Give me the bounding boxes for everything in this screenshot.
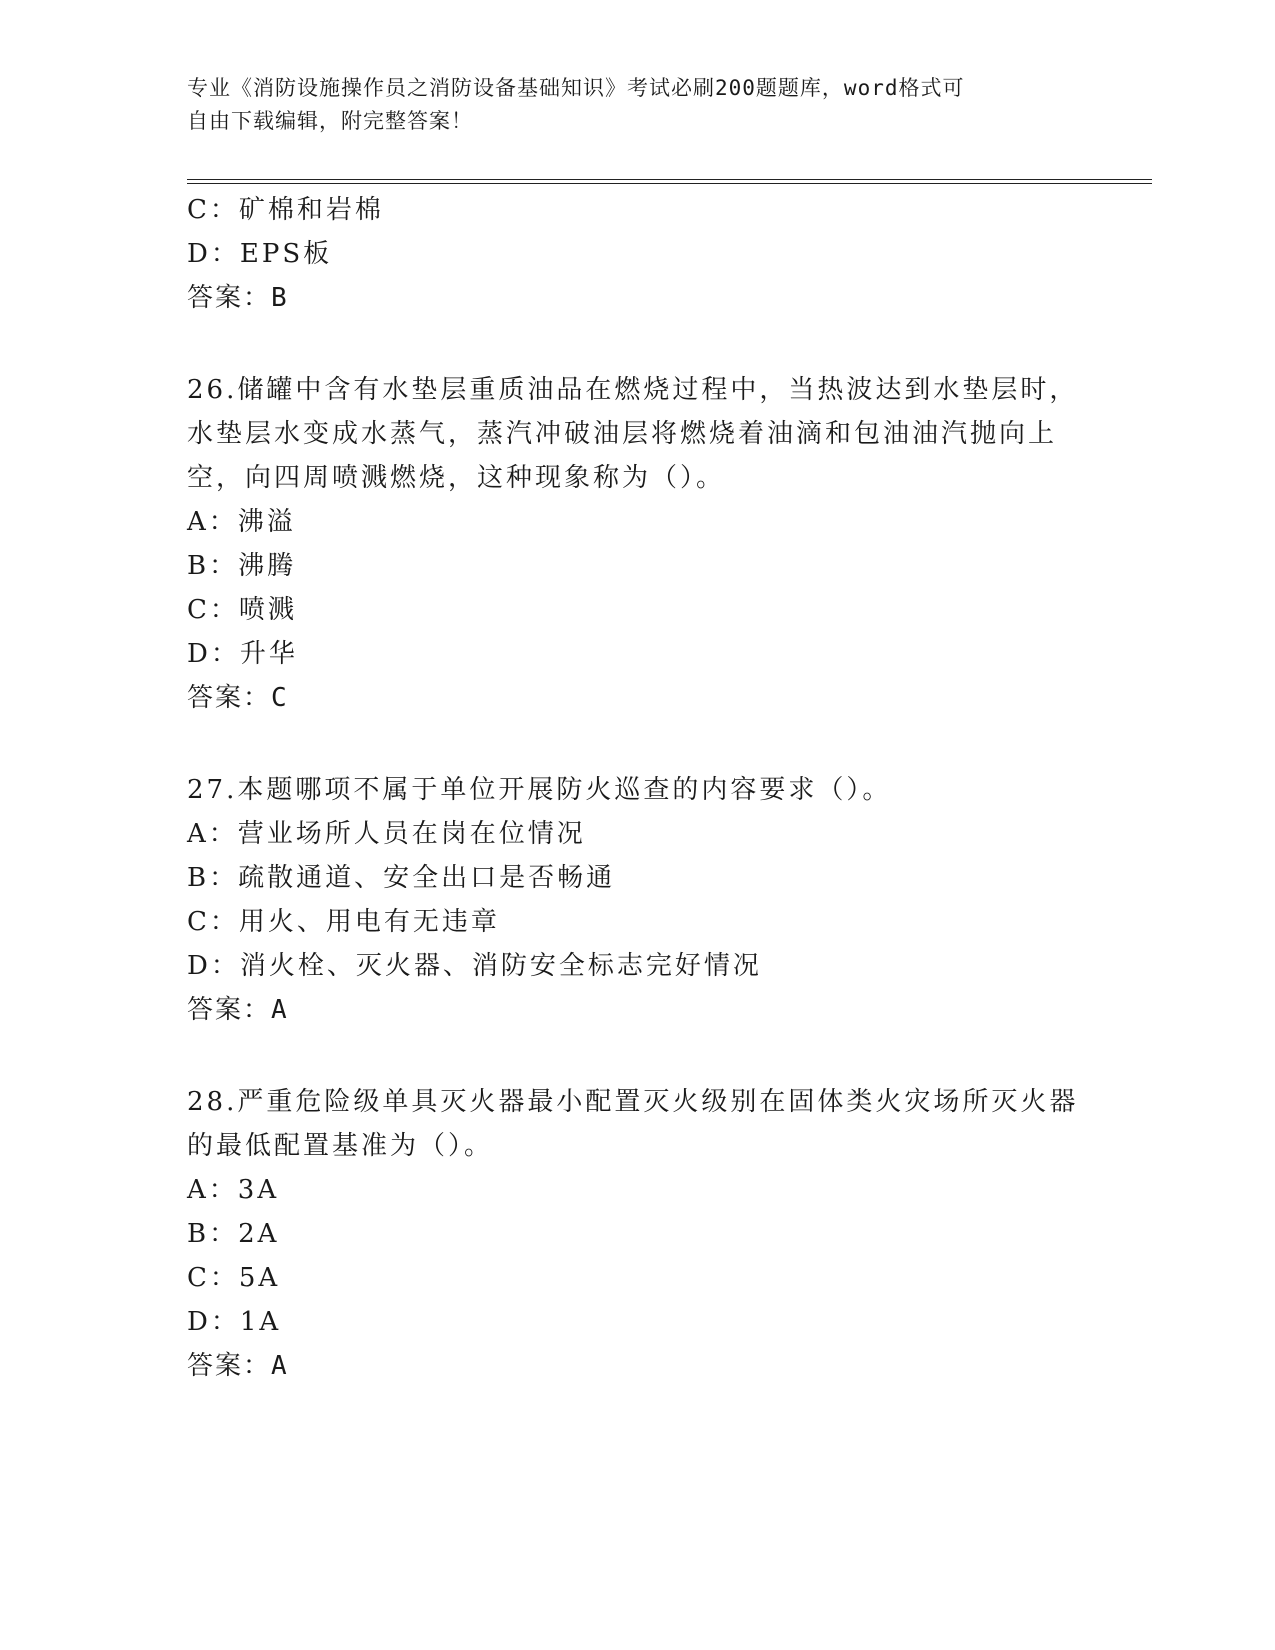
q28-option-b: B：2A — [187, 1219, 280, 1249]
q26-stem-line-3: 空，向四周喷溅燃烧，这种现象称为（）。 — [187, 463, 726, 493]
q28-answer: 答案：A — [187, 1351, 289, 1381]
q28-stem-line-2: 的最低配置基准为（）。 — [187, 1131, 494, 1161]
q28-option-c: C：5A — [187, 1263, 281, 1293]
prev-option-d: D：EPS板 — [187, 239, 333, 269]
q26-option-b: B：沸腾 — [187, 551, 297, 581]
q26-option-a: A：沸溢 — [187, 507, 296, 537]
q26-option-c: C：喷溅 — [187, 595, 297, 625]
q27-stem-line-1: 27.本题哪项不属于单位开展防火巡查的内容要求（）。 — [187, 775, 892, 805]
header-divider-bottom — [187, 183, 1152, 184]
header-line-2: 自由下载编辑，附完整答案！ — [187, 109, 473, 133]
q28-option-a: A：3A — [187, 1175, 280, 1205]
prev-answer: 答案：B — [187, 283, 289, 313]
q27-answer: 答案：A — [187, 995, 289, 1025]
q27-option-d: D：消火栓、灭火器、消防安全标志完好情况 — [187, 951, 762, 981]
q26-option-d: D：升华 — [187, 639, 298, 669]
q28-stem-line-1: 28.严重危险级单具灭火器最小配置灭火级别在固体类火灾场所灭火器 — [187, 1087, 1079, 1117]
q28-option-d: D：1A — [187, 1307, 282, 1337]
q27-option-c: C：用火、用电有无违章 — [187, 907, 500, 937]
document-header — [187, 72, 1067, 138]
prev-option-c: C：矿棉和岩棉 — [187, 195, 384, 225]
q27-option-b: B：疏散通道、安全出口是否畅通 — [187, 863, 616, 893]
q26-answer: 答案：C — [187, 683, 289, 713]
header-divider-top — [187, 179, 1152, 180]
q27-option-a: A：营业场所人员在岗在位情况 — [187, 819, 586, 849]
q26-stem-line-2: 水垫层水变成水蒸气，蒸汽冲破油层将燃烧着油滴和包油油汽抛向上 — [187, 419, 1058, 449]
q26-stem-line-1: 26.储罐中含有水垫层重质油品在燃烧过程中，当热波达到水垫层时， — [187, 375, 1079, 405]
header-line-1: 专业《消防设施操作员之消防设备基础知识》考试必刷200题题库，word格式可 — [187, 76, 965, 100]
